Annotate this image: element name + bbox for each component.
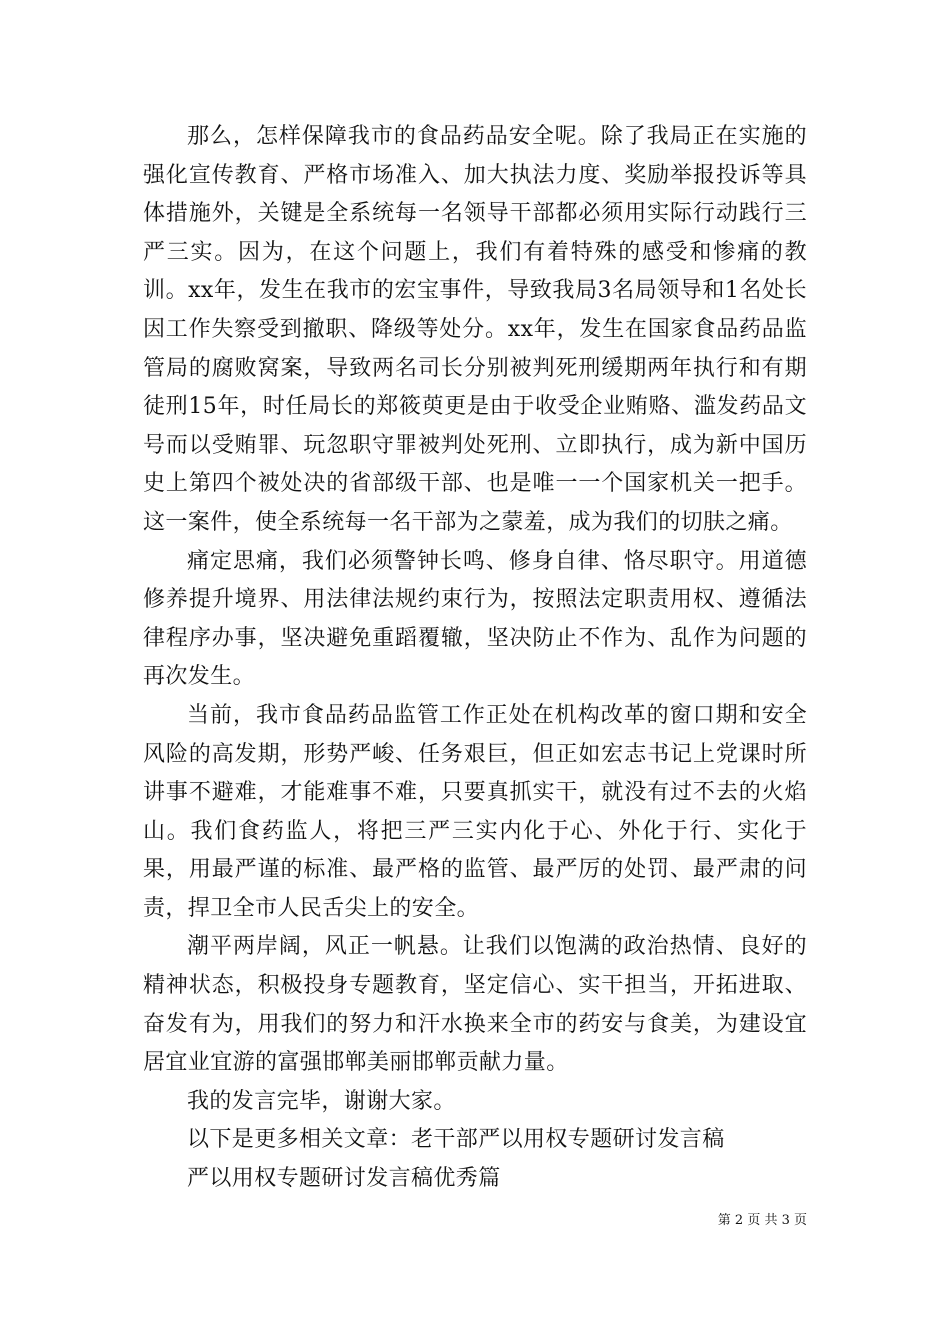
paragraph-3: 当前，我市食品药品监管工作正处在机构改革的窗口期和安全风险的高发期，形势严峻、任务艰巨，但正如宏志书记上党课时所讲事不避难，才能难事不难，只要真抓实干，就没有过不去的火焰山。我们食药监人，将把三严三实内化于心、外化于行、实化于果，用最严谨的标准、最严格的监管、最严厉的处罚、最严肃的问责，捍卫全市人民舌尖上的安全。 [143,702,807,921]
more-articles-link[interactable]: 以下是更多相关文章：老干部严以用权专题研讨发言稿 [187,1127,725,1153]
paragraph-4: 潮平两岸阔，风正一帆悬。让我们以饱满的政治热情、良好的精神状态，积极投身专题教育，坚定信心、实干担当，开拓进取、奋发有为，用我们的努力和汗水换来全市的药安与食美，为建设宜居宜业宜游的富强邯郸美丽邯郸贡献力量。 [143,934,807,1076]
page-number: 第 2 页 共 3 页 [717,1213,807,1228]
document-body [143,118,807,1199]
next-article-title: 严以用权专题研讨发言稿优秀篇 [187,1166,501,1192]
paragraph-1: 那么，怎样保障我市的食品药品安全呢。除了我局正在实施的强化宣传教育、严格市场准入、加大执法力度、奖励举报投诉等具体措施外，关键是全系统每一名领导干部都必须用实际行动践行三严三实。因为，在这个问题上，我们有着特殊的感受和惨痛的教训。xx年，发生在我市的宏宝事件，导致我局3名局领导和1名处长因工作失察受到撤职、降级等处分。xx年，发生在国家食品药品监管局的腐败窝案，导致两名司长分别被判死刑缓期两年执行和有期徒刑15年，时任局长的郑筱萸更是由于收受企业贿赂、滥发药品文号而以受贿罪、玩忽职守罪被判处死刑、立即执行，成为新中国历史上第四个被处决的省部级干部、也是唯一一个国家机关一把手。这一案件，使全系统每一名干部为之蒙羞，成为我们的切肤之痛。 [143,124,807,535]
closing-remark: 我的发言完毕，谢谢大家。 [187,1088,456,1114]
paragraph-2: 痛定思痛，我们必须警钟长鸣、修身自律、恪尽职守。用道德修养提升境界、用法律法规约束行为，按照法定职责用权、遵循法律程序办事，坚决避免重蹈覆辙，坚决防止不作为、乱作为问题的再次发生。 [143,548,807,690]
